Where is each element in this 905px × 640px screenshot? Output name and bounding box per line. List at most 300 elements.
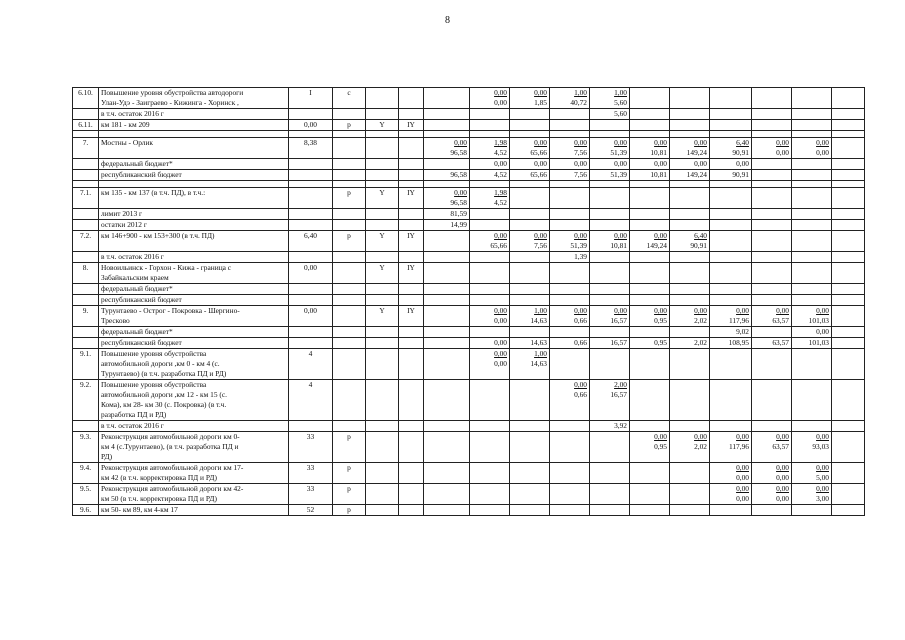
amount-cell	[630, 159, 670, 170]
cell-line	[512, 284, 547, 294]
cell-line	[335, 220, 363, 230]
amount-cell	[590, 138, 630, 159]
cell-line	[672, 327, 707, 337]
cell-line	[335, 284, 363, 294]
cell-line: 33	[306, 432, 315, 441]
amount-cell	[590, 306, 630, 327]
page-number: 8	[445, 15, 450, 26]
category-cell	[333, 170, 366, 181]
flag2-cell	[399, 421, 424, 432]
amount-cell	[670, 327, 710, 338]
flag1-cell	[366, 263, 399, 284]
amount-cell	[550, 338, 590, 349]
cell-line	[368, 421, 396, 431]
flag2-cell	[399, 159, 424, 170]
cell-line	[794, 220, 829, 230]
cell-line	[401, 209, 421, 219]
amount-cell	[670, 484, 710, 505]
spacer-cell	[424, 131, 470, 138]
amount-cell	[670, 380, 710, 421]
cell-line: 149,24	[646, 241, 667, 250]
table-row	[73, 138, 865, 159]
cell-line	[552, 209, 587, 219]
cell-line: 2,02	[694, 316, 707, 325]
row-name-cell	[99, 349, 289, 380]
cell-line: 93,03	[812, 442, 829, 451]
flag1-cell	[366, 231, 399, 252]
flag1-cell	[366, 284, 399, 295]
category-cell	[333, 209, 366, 220]
cell-line	[794, 209, 829, 219]
cell-line: 0,00	[494, 231, 507, 240]
spacer-cell	[590, 131, 630, 138]
cell-line: 9.2.	[79, 380, 92, 389]
cell-line	[401, 484, 421, 494]
category-cell	[333, 432, 366, 463]
cell-line	[754, 209, 789, 219]
cell-line: 1,00	[534, 349, 547, 358]
cell-line	[672, 263, 707, 273]
cell-line: 0,00	[494, 98, 507, 107]
cell-line	[426, 463, 467, 473]
row-name-cell	[99, 109, 289, 120]
cell-line	[672, 463, 707, 473]
cell-line	[632, 98, 667, 108]
cell-line	[512, 327, 547, 337]
cell-line	[472, 284, 507, 294]
cell-line	[401, 349, 421, 359]
cell-line: Y	[379, 263, 385, 272]
length-cell	[289, 263, 333, 284]
amount-cell	[550, 327, 590, 338]
row-number-cell	[73, 421, 99, 432]
cell-line	[368, 88, 396, 98]
category-cell	[333, 306, 366, 327]
amount-cell	[470, 432, 510, 463]
cell-line	[552, 421, 587, 431]
amount-cell	[550, 484, 590, 505]
cell-line	[794, 252, 829, 262]
amount-cell	[510, 263, 550, 284]
amount-cell	[510, 231, 550, 252]
cell-line	[512, 432, 547, 442]
row-number-cell	[73, 188, 99, 209]
amount-cell	[670, 188, 710, 209]
cell-line: р	[347, 463, 351, 472]
cell-line	[552, 220, 587, 230]
cell-line: 5,60	[614, 109, 627, 118]
length-cell	[289, 120, 333, 131]
amount-cell	[792, 484, 832, 505]
cell-line: 0,00	[614, 306, 627, 315]
cell-line: 0,00	[614, 159, 627, 168]
flag2-cell	[399, 170, 424, 181]
cell-line	[472, 484, 507, 494]
amount-cell	[590, 220, 630, 231]
cell-line: 149,24	[686, 148, 707, 157]
category-cell	[333, 109, 366, 120]
cell-line	[672, 484, 707, 494]
row-number-cell	[73, 284, 99, 295]
cell-line	[672, 505, 707, 515]
cell-line	[291, 188, 330, 198]
table-row	[73, 327, 865, 338]
cell-line	[592, 484, 627, 494]
table-row	[73, 380, 865, 421]
cell-line	[401, 252, 421, 262]
cell-line	[291, 252, 330, 262]
flag1-cell	[366, 338, 399, 349]
cell-line	[794, 505, 829, 515]
cell-line: в т.ч. остаток 2016 г	[101, 421, 164, 430]
cell-line: 0,00	[574, 159, 587, 168]
amount-cell	[710, 188, 752, 209]
cell-line: 1,98	[494, 138, 507, 147]
cell-line	[426, 338, 467, 348]
amount-cell	[510, 88, 550, 109]
amount-cell	[470, 109, 510, 120]
amount-cell	[470, 88, 510, 109]
amount-cell	[510, 159, 550, 170]
cell-line: Y	[379, 231, 385, 240]
amount-cell	[752, 338, 792, 349]
cell-line: 9.3.	[79, 432, 92, 441]
cell-line	[794, 88, 829, 98]
cell-line	[754, 505, 789, 515]
amount-cell	[670, 88, 710, 109]
cell-line: 8,38	[304, 138, 317, 147]
flag1-cell	[366, 463, 399, 484]
cell-line: автомобильной дороги ,км 12 - км 15 (с.	[101, 390, 228, 399]
amount-cell	[792, 380, 832, 421]
amount-cell	[470, 295, 510, 306]
row-number-cell	[73, 327, 99, 338]
amount-cell	[630, 380, 670, 421]
cell-line: 10,81	[650, 170, 667, 179]
flag1-cell	[366, 209, 399, 220]
cell-line	[291, 421, 330, 431]
amount-cell	[550, 263, 590, 284]
row-name-cell	[99, 209, 289, 220]
amount-cell	[510, 188, 550, 209]
cell-line	[672, 295, 707, 305]
category-cell	[333, 505, 366, 516]
amount-cell	[470, 231, 510, 252]
length-cell	[289, 252, 333, 263]
amount-cell	[590, 188, 630, 209]
cell-line	[712, 421, 749, 431]
cell-line	[472, 327, 507, 337]
amount-cell	[590, 159, 630, 170]
cell-line: 0,00	[574, 231, 587, 240]
cell-line: 33	[306, 463, 315, 472]
table-row	[73, 209, 865, 220]
cell-line	[512, 295, 547, 305]
cell-line	[368, 284, 396, 294]
flag1-cell	[366, 295, 399, 306]
prior-amount-cell	[424, 349, 470, 380]
cell-line	[335, 327, 363, 337]
cell-line: 0,00	[694, 432, 707, 441]
amount-cell	[710, 252, 752, 263]
amount-cell	[752, 109, 792, 120]
cell-line: 0,00	[304, 263, 317, 272]
amount-cell	[710, 484, 752, 505]
cell-line	[75, 159, 96, 169]
spacer-cell	[832, 181, 865, 188]
length-cell	[289, 220, 333, 231]
cell-line: 0,00	[736, 473, 749, 482]
amount-cell	[792, 432, 832, 463]
amount-cell	[710, 505, 752, 516]
amount-cell	[630, 306, 670, 327]
length-cell	[289, 295, 333, 306]
amount-cell	[590, 209, 630, 220]
cell-line: 0,00	[494, 359, 507, 368]
row-number-cell	[73, 231, 99, 252]
length-cell	[289, 380, 333, 421]
cell-line	[794, 98, 829, 108]
spacer-cell	[630, 181, 670, 188]
flag2-cell	[399, 463, 424, 484]
amount-cell	[670, 231, 710, 252]
cell-line: 0,00	[304, 306, 317, 315]
cell-line	[401, 327, 421, 337]
row-name-cell	[99, 463, 289, 484]
cell-line	[632, 349, 667, 359]
length-cell	[289, 338, 333, 349]
cell-line: р	[347, 120, 351, 129]
row-name-cell	[99, 88, 289, 109]
cell-line	[672, 188, 707, 198]
amount-cell	[630, 170, 670, 181]
amount-cell	[752, 380, 792, 421]
prior-amount-cell	[424, 338, 470, 349]
cell-line: 1,00	[614, 88, 627, 97]
cell-line: РД)	[101, 452, 113, 461]
spacer-cell	[289, 181, 333, 188]
spacer-cell	[630, 131, 670, 138]
cell-line	[335, 209, 363, 219]
cell-line	[632, 484, 667, 494]
cell-line: 6,40	[304, 231, 317, 240]
cell-line	[472, 463, 507, 473]
amount-cell	[630, 327, 670, 338]
amount-cell	[590, 120, 630, 131]
category-cell	[333, 284, 366, 295]
cell-line	[335, 252, 363, 262]
cell-line: 33	[306, 484, 315, 493]
amount-cell	[710, 295, 752, 306]
flag1-cell	[366, 306, 399, 327]
cell-line: c	[347, 88, 351, 97]
cell-line	[552, 432, 587, 442]
length-cell	[289, 284, 333, 295]
cell-line	[754, 349, 789, 359]
cell-line: Реконструкция автомобильной дороги км 0-	[101, 432, 240, 441]
cell-line	[794, 159, 829, 169]
cell-line: 52	[306, 505, 315, 514]
prior-amount-cell	[424, 138, 470, 159]
cell-line	[712, 231, 749, 241]
amount-cell	[792, 463, 832, 484]
cell-line: разработка ПД и РД)	[101, 410, 167, 419]
prior-amount-cell	[424, 463, 470, 484]
flag2-cell	[399, 252, 424, 263]
cell-line	[754, 220, 789, 230]
cell-line: 0,00	[816, 484, 829, 493]
cell-line: Турунтаево - Острог - Покровка - Шергино-	[101, 306, 240, 315]
row-number-cell	[73, 505, 99, 516]
cell-line	[672, 209, 707, 219]
row-name-cell	[99, 138, 289, 159]
cell-line: IY	[407, 263, 415, 272]
cell-line	[592, 505, 627, 515]
amount-cell	[710, 159, 752, 170]
row-number-cell	[73, 295, 99, 306]
cell-line	[592, 295, 627, 305]
cell-line: 1,39	[574, 252, 587, 261]
empty-cell	[832, 220, 865, 231]
amount-cell	[792, 263, 832, 284]
length-cell	[289, 231, 333, 252]
cell-line	[426, 505, 467, 515]
length-cell	[289, 463, 333, 484]
spacer-cell	[73, 131, 99, 138]
cell-line: IY	[407, 231, 415, 240]
category-cell	[333, 138, 366, 159]
cell-line	[368, 380, 396, 390]
cell-line	[592, 120, 627, 130]
cell-line	[426, 306, 467, 316]
amount-cell	[752, 170, 792, 181]
cell-line	[552, 349, 587, 359]
empty-cell	[832, 120, 865, 131]
cell-line: 9.	[82, 306, 89, 315]
cell-line: остатки 2012 г	[101, 220, 147, 229]
amount-cell	[752, 159, 792, 170]
cell-line	[754, 380, 789, 390]
cell-line	[426, 263, 467, 273]
cell-line: 0,00	[534, 138, 547, 147]
amount-cell	[710, 432, 752, 463]
amount-cell	[630, 252, 670, 263]
flag2-cell	[399, 231, 424, 252]
amount-cell	[710, 380, 752, 421]
cell-line	[368, 252, 396, 262]
cell-line: 7,56	[574, 148, 587, 157]
cell-line: 7,56	[574, 170, 587, 179]
spacer-cell	[710, 131, 752, 138]
amount-cell	[590, 380, 630, 421]
amount-cell	[670, 138, 710, 159]
row-number-cell	[73, 109, 99, 120]
amount-cell	[470, 138, 510, 159]
cell-line	[401, 432, 421, 442]
cell-line: 0,00	[736, 159, 749, 168]
cell-line: 0,00	[304, 120, 317, 129]
cell-line	[592, 263, 627, 273]
cell-line	[291, 327, 330, 337]
cell-line: 6,40	[694, 231, 707, 240]
cell-line: 7.	[82, 138, 89, 147]
amount-cell	[590, 349, 630, 380]
cell-line	[794, 109, 829, 119]
cell-line: 0,00	[776, 148, 789, 157]
cell-line	[472, 120, 507, 130]
flag2-cell	[399, 88, 424, 109]
amount-cell	[792, 252, 832, 263]
amount-cell	[550, 421, 590, 432]
cell-line: 0,00	[574, 138, 587, 147]
amount-cell	[590, 327, 630, 338]
amount-cell	[792, 421, 832, 432]
amount-cell	[550, 252, 590, 263]
cell-line	[672, 252, 707, 262]
amount-cell	[590, 170, 630, 181]
cell-line	[335, 109, 363, 119]
cell-line	[794, 295, 829, 305]
spacer-cell	[590, 181, 630, 188]
spacer-cell	[710, 181, 752, 188]
prior-amount-cell	[424, 284, 470, 295]
amount-cell	[792, 188, 832, 209]
cell-line: 0,00	[776, 494, 789, 503]
row-number-cell	[73, 463, 99, 484]
cell-line: 9.5.	[79, 484, 92, 493]
amount-cell	[510, 109, 550, 120]
cell-line: 96,58	[450, 148, 467, 157]
prior-amount-cell	[424, 295, 470, 306]
cell-line: 2,00	[614, 380, 627, 389]
cell-line	[426, 231, 467, 241]
amount-cell	[550, 463, 590, 484]
cell-line: 14,63	[530, 359, 547, 368]
cell-line: 0,00	[816, 306, 829, 315]
amount-cell	[630, 109, 670, 120]
cell-line: 0,00	[816, 432, 829, 441]
row-name-cell	[99, 170, 289, 181]
cell-line: 5,00	[816, 473, 829, 482]
flag1-cell	[366, 138, 399, 159]
cell-line	[401, 505, 421, 515]
cell-line	[291, 209, 330, 219]
cell-line: Повышение уровня обустройства автодороги	[101, 88, 244, 97]
cell-line	[75, 109, 96, 119]
cell-line	[632, 120, 667, 130]
cell-line: 16,57	[610, 338, 627, 347]
cell-line: 0,00	[494, 159, 507, 168]
cell-line: 108,95	[728, 338, 749, 347]
category-cell	[333, 380, 366, 421]
cell-line: 0,00	[816, 327, 829, 336]
cell-line	[368, 209, 396, 219]
row-name-cell	[99, 188, 289, 209]
prior-amount-cell	[424, 188, 470, 209]
amount-cell	[470, 421, 510, 432]
table-row	[73, 484, 865, 505]
cell-line	[291, 220, 330, 230]
cell-line	[592, 252, 627, 262]
cell-line: 0,00	[574, 306, 587, 315]
spacer-cell	[510, 181, 550, 188]
amount-cell	[510, 421, 550, 432]
amount-cell	[792, 109, 832, 120]
cell-line	[368, 220, 396, 230]
cell-line	[426, 327, 467, 337]
amount-cell	[590, 231, 630, 252]
row-name-cell	[99, 306, 289, 327]
